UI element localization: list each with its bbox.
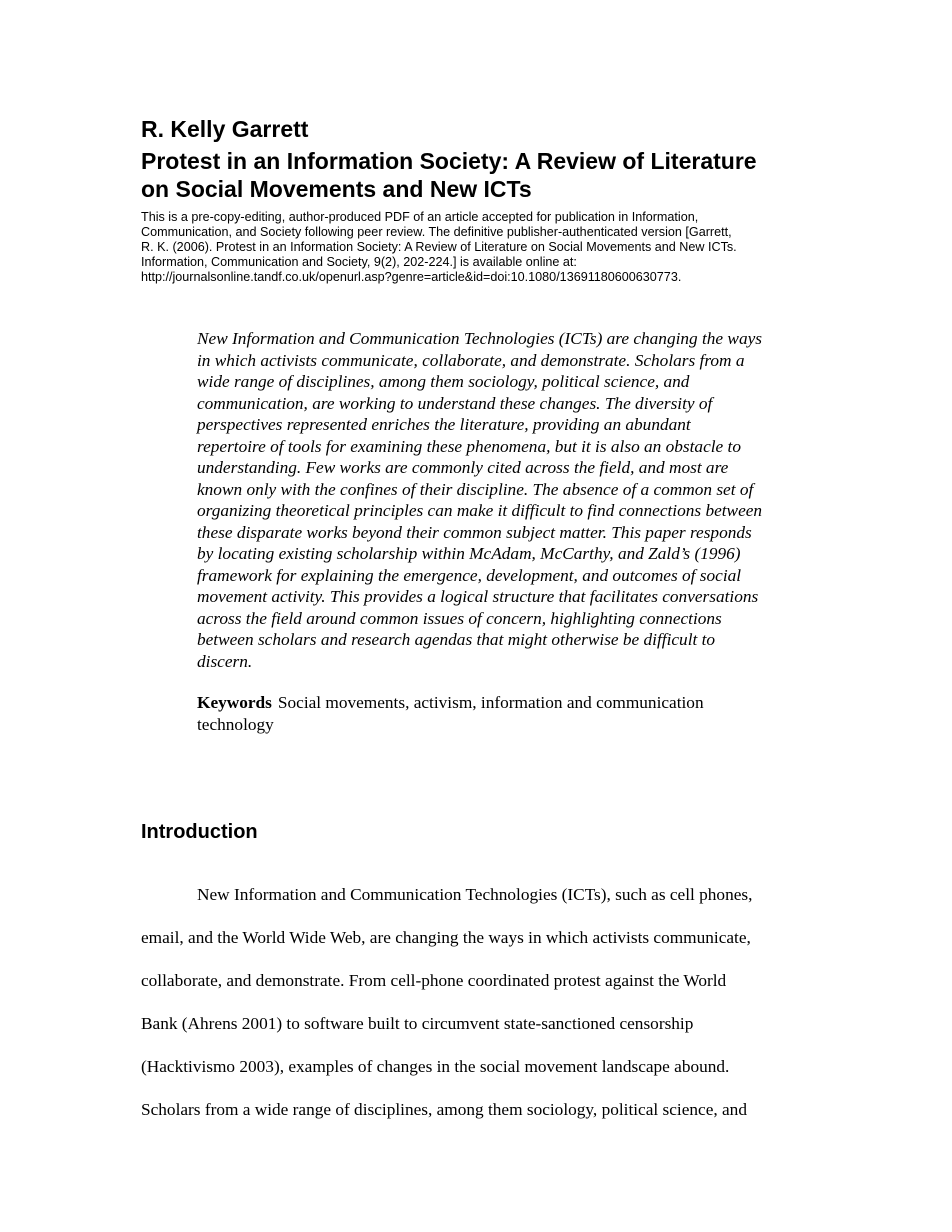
abstract-line: by locating existing scholarship within McAdam, McCarthy, and Zald’s (1996) <box>197 544 741 563</box>
abstract-line: repertoire of tools for examining these phenomena, but it is also an obstacle to <box>197 436 741 456</box>
abstract-line: in which activists communicate, collaborate, and demonstrate. Scholars from a <box>197 350 745 370</box>
keywords-label: Keywords <box>197 693 272 712</box>
abstract-line: across the field around common issues of concern, highlighting connections <box>197 608 722 628</box>
body-line: Scholars from a wide range of disciplines, among them sociology, political science, and <box>141 1100 747 1119</box>
abstract-line: perspectives represented enriches the literature, providing an abundant <box>197 415 691 434</box>
publication-notice <box>141 210 841 285</box>
abstract-line: movement activity. This provides a logical structure that facilitates conversations <box>197 587 759 606</box>
body-line: (Hacktivismo 2003), examples of changes in the social movement landscape abound. <box>141 1057 730 1076</box>
abstract-line: discern. <box>197 651 253 671</box>
abstract-line: understanding. Few works are commonly cited across the field, and most are <box>197 458 729 477</box>
abstract-line: communication, are working to understand these changes. The diversity of <box>197 393 713 413</box>
notice-url[interactable]: http://journalsonline.tandf.co.uk/openurl.asp?genre=article&id=doi:10.1080/13691180600630773. <box>141 270 682 284</box>
abstract-line: framework for explaining the emergence, development, and outcomes of social <box>197 565 742 585</box>
body-line: Bank (Ahrens 2001) to software built to circumvent state-sanctioned censorship <box>141 1014 694 1033</box>
title-line: on Social Movements and New ICTs <box>141 176 532 202</box>
abstract-line: organizing theoretical principles can make it difficult to find connections between <box>197 501 763 520</box>
body-line: collaborate, and demonstrate. From cell-phone coordinated protest against the World <box>141 971 727 990</box>
abstract <box>197 328 827 672</box>
body-line: email, and the World Wide Web, are changing the ways in which activists communicate, <box>141 928 751 947</box>
notice-line: This is a pre-copy-editing, author-produced PDF of an article accepted for publication in Information, <box>141 210 699 224</box>
abstract-line: known only with the confines of their discipline. The absence of a common set of <box>197 479 754 499</box>
abstract-line: wide range of disciplines, among them sociology, political science, and <box>197 372 690 391</box>
abstract-line: these disparate works beyond their common subject matter. This paper responds <box>197 522 752 542</box>
keywords-text: technology <box>197 714 274 734</box>
introduction-body <box>141 873 841 1131</box>
notice-line: R. K. (2006). Protest in an Information Society: A Review of Literature on Social Movements and New ICTs. <box>141 240 737 254</box>
notice-line: Information, Communication and Society, 9(2), 202-224.] is available online at: <box>141 255 577 269</box>
section-heading-introduction: Introduction <box>141 821 258 843</box>
notice-line: Communication, and Society following peer review. The definitive publisher-authenticated version [Garrett, <box>141 225 732 239</box>
title-line: Protest in an Information Society: A Review of Literature <box>141 148 757 174</box>
keywords <box>197 692 827 735</box>
keywords-line <box>197 692 827 714</box>
body-line: New Information and Communication Technologies (ICTs), such as cell phones, <box>197 885 753 904</box>
author-name: R. Kelly Garrett <box>141 116 309 142</box>
abstract-line: between scholars and research agendas that might otherwise be difficult to <box>197 630 716 649</box>
abstract-line: New Information and Communication Technologies (ICTs) are changing the ways <box>197 329 762 348</box>
paper-title <box>141 147 841 203</box>
keywords-text: Social movements, activism, information and communication <box>277 693 704 712</box>
